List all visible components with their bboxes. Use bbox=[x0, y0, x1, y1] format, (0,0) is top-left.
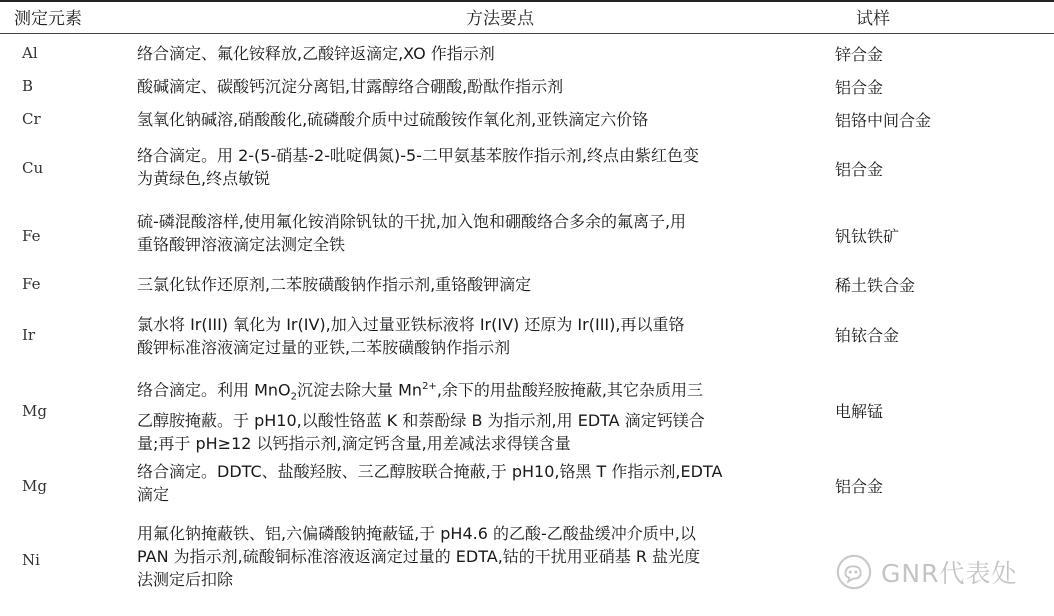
row-method: 氯水将 Ir(III) 氧化为 Ir(IV),加入过量亚铁标液将 Ir(IV) 还原为 Ir(III),再以重铬 酸钾标准溶液滴定过量的亚铁,二苯胺磺酸钠作指示剂 bbox=[137, 315, 685, 357]
mg-line2: 乙醇胺掩蔽。于 pH10,以酸性铬蓝 K 和萘酚绿 B 为指示剂,用 EDTA 滴定钙镁合 bbox=[137, 410, 705, 430]
row-method: 硫-磷混酸溶样,使用氟化铵消除钒钛的干扰,加入饱和硼酸络合多余的氟离子,用 重铬酸钾溶液滴定法测定全铁 bbox=[137, 212, 687, 254]
header-element: 测定元素 bbox=[14, 9, 82, 29]
table-row bbox=[0, 457, 1054, 513]
row-element: Mg bbox=[22, 477, 47, 495]
row-sample: 锌合金 bbox=[835, 45, 884, 64]
table-row bbox=[0, 310, 1054, 366]
table-row bbox=[0, 141, 1054, 197]
mg-line1-sub: 2 bbox=[290, 391, 298, 403]
row-method: 酸碱滴定、碳酸钙沉淀分离铝,甘露醇络合硼酸,酚酞作指示剂 bbox=[137, 77, 564, 96]
table-row bbox=[0, 207, 1054, 263]
row-element: Al bbox=[22, 44, 38, 62]
row-sample: 电解锰 bbox=[835, 402, 884, 421]
row-sample: 铝铬中间合金 bbox=[835, 111, 932, 130]
row-element: B bbox=[22, 77, 34, 95]
row-sample: 铝合金 bbox=[835, 160, 884, 179]
watermark bbox=[835, 552, 1017, 592]
row-sample: 铝合金 bbox=[835, 477, 884, 496]
row-sample: 铂铱合金 bbox=[835, 326, 900, 345]
wechat-bubble-icon bbox=[835, 553, 873, 591]
table-row bbox=[0, 71, 1054, 103]
mg-line1-b: 沉淀去除大量 Mn bbox=[297, 380, 423, 400]
header-method: 方法要点 bbox=[466, 9, 534, 29]
row-element: Fe bbox=[22, 275, 41, 293]
row-element: Fe bbox=[22, 227, 41, 245]
row-sample: 铝合金 bbox=[835, 78, 884, 97]
row-element: Mg bbox=[22, 402, 47, 420]
table-row bbox=[0, 104, 1054, 136]
row-element: Ir bbox=[22, 326, 36, 344]
row-element: Cr bbox=[22, 110, 41, 128]
row-method: 三氯化钛作还原剂,二苯胺磺酸钠作指示剂,重铬酸钾滴定 bbox=[137, 275, 532, 294]
row-method: 络合滴定、氟化铵释放,乙酸锌返滴定,XO 作指示剂 bbox=[137, 44, 495, 63]
table-row bbox=[0, 38, 1054, 70]
table-row bbox=[0, 372, 1054, 452]
row-element: Ni bbox=[22, 551, 40, 569]
mg-line1-c: ,余下的用盐酸羟胺掩蔽,其它杂质用三 bbox=[436, 380, 703, 400]
row-method: 氢氧化钠碱溶,硝酸酸化,硫磷酸介质中过硫酸铵作氧化剂,亚铁滴定六价铬 bbox=[137, 110, 649, 129]
watermark-text: GNR代表处 bbox=[881, 559, 1018, 588]
table-header bbox=[0, 0, 1054, 34]
row-method bbox=[137, 375, 827, 455]
row-sample: 稀土铁合金 bbox=[835, 276, 916, 295]
mg-line1-a: 络合滴定。利用 MnO bbox=[137, 380, 291, 400]
row-element: Cu bbox=[22, 159, 44, 177]
table-row bbox=[0, 269, 1054, 301]
mg-line3: 量;再于 pH≥12 以钙指示剂,滴定钙含量,用差减法求得镁含量 bbox=[137, 433, 571, 453]
row-method: 络合滴定。用 2-(5-硝基-2-吡啶偶氮)-5-二甲氨基苯胺作指示剂,终点由紫红色变 为黄绿色,终点敏锐 bbox=[137, 146, 700, 188]
row-method: 络合滴定。DDTC、盐酸羟胺、三乙醇胺联合掩蔽,于 pH10,铬黑 T 作指示剂,EDTA 滴定 bbox=[137, 462, 723, 504]
row-method: 用氟化钠掩蔽铁、铝,六偏磷酸钠掩蔽锰,于 pH4.6 的乙酸-乙酸盐缓冲介质中,以 PAN 为指示剂,硫酸铜标准溶液返滴定过量的 EDTA,钴的干扰用亚硝基 R 盐光度 法测定后扣除 bbox=[137, 524, 701, 589]
row-sample: 钒钛铁矿 bbox=[835, 227, 900, 246]
mg-line1-sup: 2+ bbox=[422, 381, 437, 392]
header-sample: 试样 bbox=[856, 9, 890, 29]
